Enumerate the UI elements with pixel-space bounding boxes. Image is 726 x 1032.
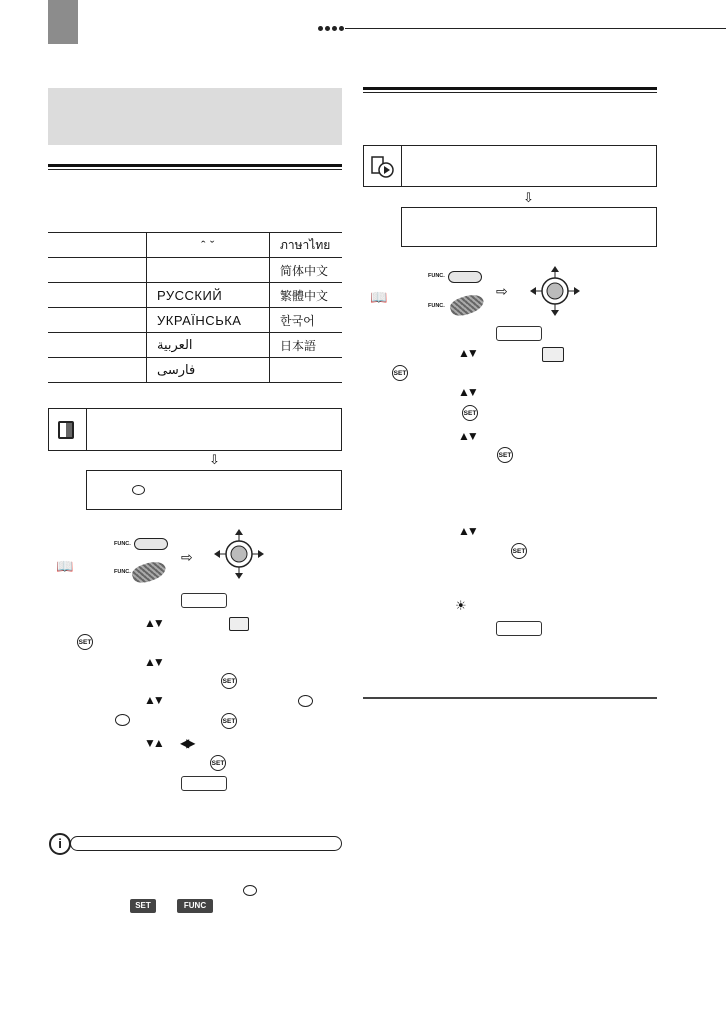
speech-bubble-icon — [298, 695, 313, 707]
then-arrow-icon: ⇨ — [496, 283, 508, 299]
table-row: УКРАЇНСЬКА 한국어 — [48, 308, 342, 333]
section-rule-thin — [363, 92, 657, 93]
set-button-icon: SET — [221, 673, 237, 689]
set-key-icon: SET — [130, 899, 156, 913]
func-label: FUNC. — [114, 541, 131, 547]
header-dot — [325, 26, 330, 31]
func-button-icon — [134, 538, 168, 550]
up-down-icon: ▲▼ — [458, 346, 476, 360]
mode-divider — [86, 408, 87, 451]
speech-bubble-icon — [115, 714, 130, 726]
func-dial-icon — [130, 558, 168, 587]
header-rule — [345, 28, 726, 29]
menu-tab-icon — [229, 617, 249, 631]
then-arrow-icon: ⇨ — [181, 549, 193, 565]
brightness-icon: ☀ — [455, 598, 467, 613]
table-row: РУССКИЙ 繁體中文 — [48, 283, 342, 308]
set-button-icon: SET — [221, 713, 237, 729]
set-button-icon: SET — [392, 365, 408, 381]
speech-bubble-icon — [243, 885, 257, 896]
note-bar — [70, 836, 342, 851]
table-row: العربية 日本語 — [48, 333, 342, 358]
playback-mode-icon — [370, 155, 396, 179]
table-row: 简体中文 — [48, 258, 342, 283]
speech-bubble-icon — [132, 485, 145, 495]
down-arrow-icon: ⇩ — [523, 190, 534, 205]
header-dot — [339, 26, 344, 31]
table-row: فارسی — [48, 358, 342, 383]
mode-box — [48, 408, 342, 451]
left-right-icon: ◀▶ — [180, 736, 193, 750]
mode-detail-box — [86, 470, 342, 510]
header-dot — [318, 26, 323, 31]
up-down-icon: ▲▼ — [458, 385, 476, 399]
chapter-tab — [48, 0, 78, 44]
up-down-icon: ▲▼ — [458, 524, 476, 538]
up-down-icon: ▲▼ — [144, 616, 162, 630]
func-key-icon — [181, 776, 227, 791]
info-icon: i — [49, 833, 71, 855]
up-down-icon: ▲▼ — [458, 429, 476, 443]
section-banner — [48, 88, 342, 145]
set-button-icon: SET — [77, 634, 93, 650]
mode-detail-box — [401, 207, 657, 247]
func-key-icon — [181, 593, 227, 608]
mode-box — [363, 145, 657, 187]
mode-divider — [401, 145, 402, 187]
up-down-icon: ▲▼ — [144, 655, 162, 669]
menu-tab-icon — [542, 347, 564, 362]
func-label: FUNC. — [114, 569, 131, 575]
func-label: FUNC. — [428, 273, 445, 279]
language-table — [48, 232, 342, 383]
section-rule — [363, 87, 657, 90]
func-label: FUNC. — [428, 303, 445, 309]
joystick-icon — [528, 264, 582, 318]
set-button-icon: SET — [462, 405, 478, 421]
set-button-icon: SET — [210, 755, 226, 771]
func-key-icon — [496, 621, 542, 636]
func-dial-icon — [448, 291, 486, 320]
table-row: ˆ ˇ ภาษาไทย — [48, 233, 342, 258]
up-down-icon: ▲▼ — [144, 693, 162, 707]
section-rule — [48, 164, 342, 167]
section-rule — [363, 697, 657, 699]
book-icon: 📖 — [56, 558, 74, 574]
joystick-icon — [212, 527, 266, 581]
func-key-icon: FUNC — [177, 899, 213, 913]
set-button-icon: SET — [511, 543, 527, 559]
down-up-icon: ▼▲ — [144, 736, 162, 750]
set-button-icon: SET — [497, 447, 513, 463]
header-dot — [332, 26, 337, 31]
func-button-icon — [448, 271, 482, 283]
section-rule-thin — [48, 169, 342, 170]
book-icon: 📖 — [370, 289, 388, 305]
camera-mode-icon — [58, 421, 74, 439]
func-key-icon — [496, 326, 542, 341]
down-arrow-icon: ⇩ — [209, 452, 220, 467]
